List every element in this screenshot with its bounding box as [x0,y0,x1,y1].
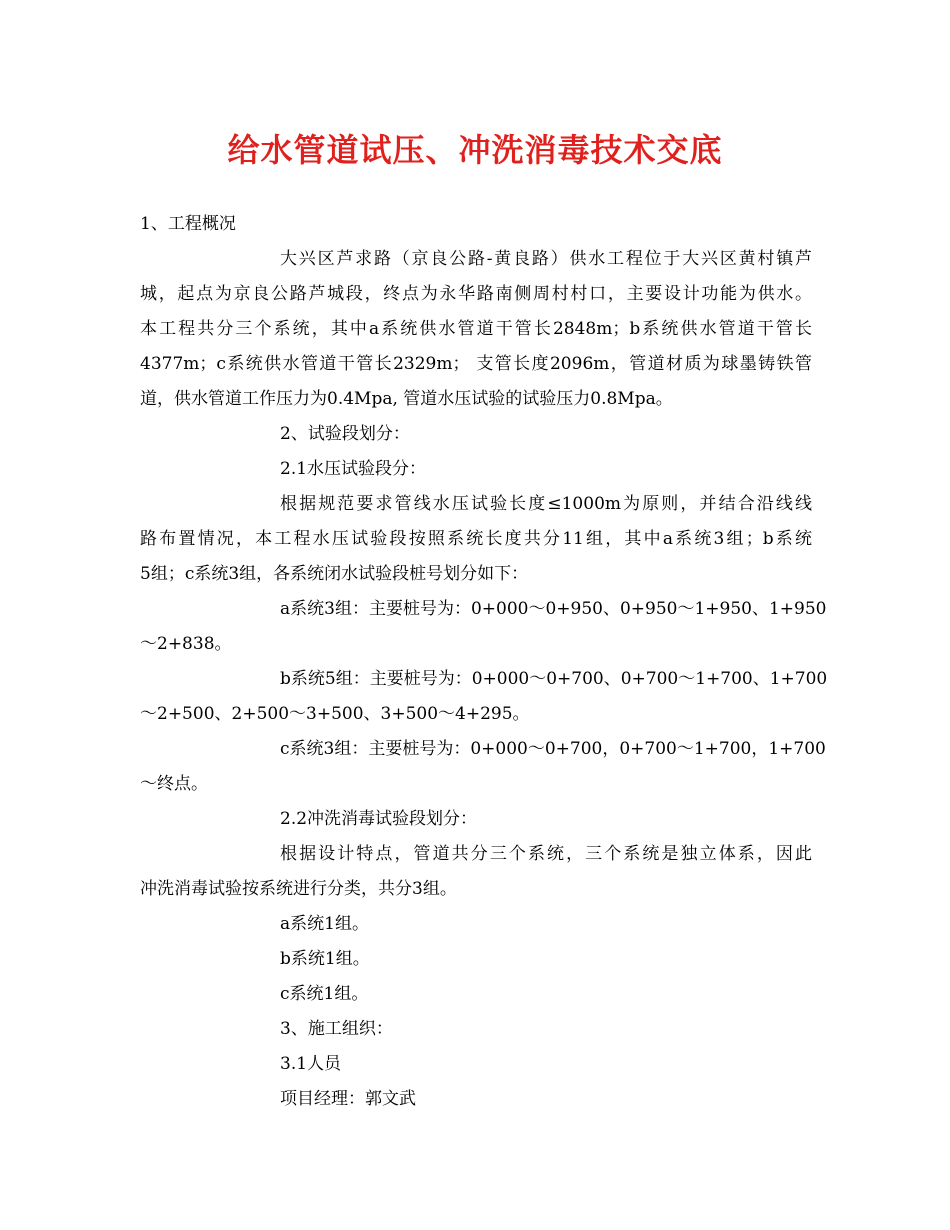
subsection-heading: 2.1水压试验段分： [280,459,427,479]
paragraph-line: 冲洗消毒试验按系统进行分类，共分3组。 [140,879,457,899]
paragraph-line: ～2+500、2+500～3+500、3+500～4+295。 [140,704,530,724]
paragraph-line: b系统5组：主要桩号为：0+000～0+700、0+700～1+700、1+700 [280,669,828,689]
document-body [140,207,828,1117]
paragraph-line: 大兴区芦求路（京良公路-黄良路）供水工程位于大兴区黄村镇芦 [280,249,812,269]
list-item: c系统1组。 [280,984,369,1004]
paragraph-line: 路布置情况，本工程水压试验段按照系统长度共分11组，其中a系统3组；b系统 [140,529,812,549]
section-heading: 1、工程概况 [140,214,236,234]
paragraph-line: ～终点。 [140,774,208,794]
paragraph-line: a系统3组：主要桩号为：0+000～0+950、0+950～1+950、1+950 [280,599,827,619]
section-heading: 3、施工组织： [280,1019,393,1039]
section-heading: 2、试验段划分： [280,424,410,444]
paragraph-line: 项目经理：郭文武 [280,1089,416,1109]
paragraph-line: c系统3组：主要桩号为：0+000～0+700，0+700～1+700，1+700 [280,739,826,759]
paragraph-line: 城，起点为京良公路芦城段，终点为永华路南侧周村村口，主要设计功能为供水。 [140,284,812,304]
list-item: a系统1组。 [280,914,369,934]
list-item: b系统1组。 [280,949,370,969]
paragraph-line: ～2+838。 [140,634,232,654]
paragraph-line: 5组；c系统3组，各系统闭水试验段桩号划分如下： [140,564,529,584]
document-title: 给水管道试压、冲洗消毒技术交底 [227,131,723,169]
paragraph-line: 本工程共分三个系统，其中a系统供水管道干管长2848m；b系统供水管道干管长 [140,319,812,339]
paragraph-line: 4377m；c系统供水管道干管长2329m； 支管长度2096m，管道材质为球墨铸铁管 [140,354,812,374]
paragraph-line: 道，供水管道工作压力为0.4Mpa, 管道水压试验的试验压力0.8Mpa。 [140,389,673,409]
subsection-heading: 3.1人员 [280,1054,342,1074]
paragraph-line: 根据设计特点，管道共分三个系统，三个系统是独立体系，因此 [280,844,812,864]
subsection-heading: 2.2冲洗消毒试验段划分： [280,809,478,829]
paragraph-line: 根据规范要求管线水压试验长度≤1000m为原则，并结合沿线线 [280,494,812,514]
